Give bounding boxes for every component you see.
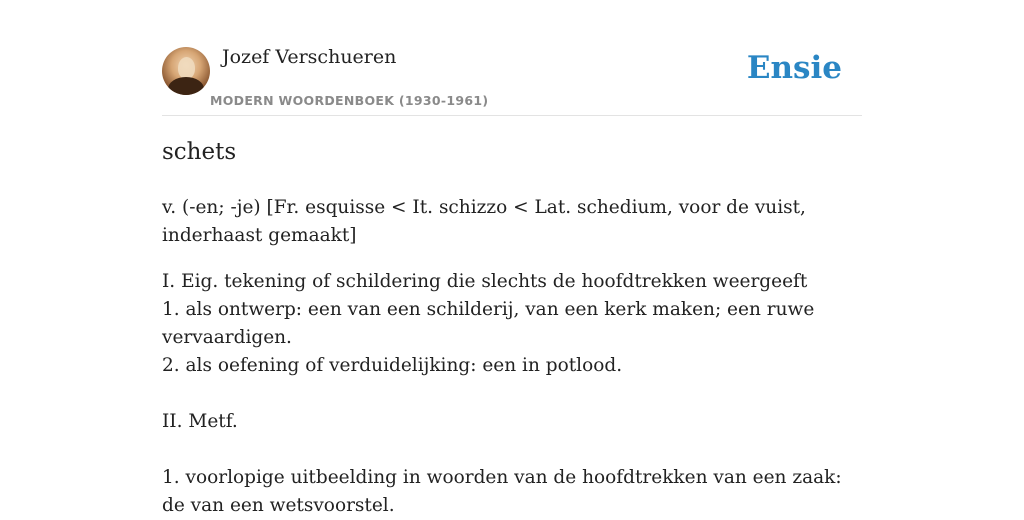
- header: [162, 0, 862, 116]
- spacer: [162, 436, 862, 464]
- author-name[interactable]: Jozef Verschueren: [222, 46, 397, 68]
- source-title[interactable]: MODERN WOORDENBOEK (1930-1961): [210, 93, 489, 108]
- avatar-coat: [168, 77, 204, 95]
- entry-line: 1. als ontwerp: een van een schilderij, van een kerk maken; een ruwe vervaardigen.: [162, 299, 815, 348]
- entry-etymology: v. (-en; -je) [Fr. esquisse < It. schizzo < Lat. schedium, voor de vuist, inderhaast gemaakt]: [162, 197, 806, 246]
- entry-line: II. Metf.: [162, 411, 238, 432]
- author-avatar[interactable]: [162, 47, 210, 95]
- spacer: [162, 380, 862, 408]
- entry-headword: schets: [162, 139, 237, 165]
- entry-line: 2. als oefening of verduidelijking: een in potlood.: [162, 355, 623, 376]
- site-logo[interactable]: Ensie: [746, 50, 842, 86]
- entry-body: [162, 194, 862, 520]
- page: [162, 0, 862, 516]
- entry-line: 1. voorlopige uitbeelding in woorden van de hoofdtrekken van een zaak: de van een wetsvoorstel.: [162, 467, 842, 516]
- avatar-face: [178, 57, 195, 79]
- entry-line: I. Eig. tekening of schildering die slechts de hoofdtrekken weergeeft: [162, 271, 808, 292]
